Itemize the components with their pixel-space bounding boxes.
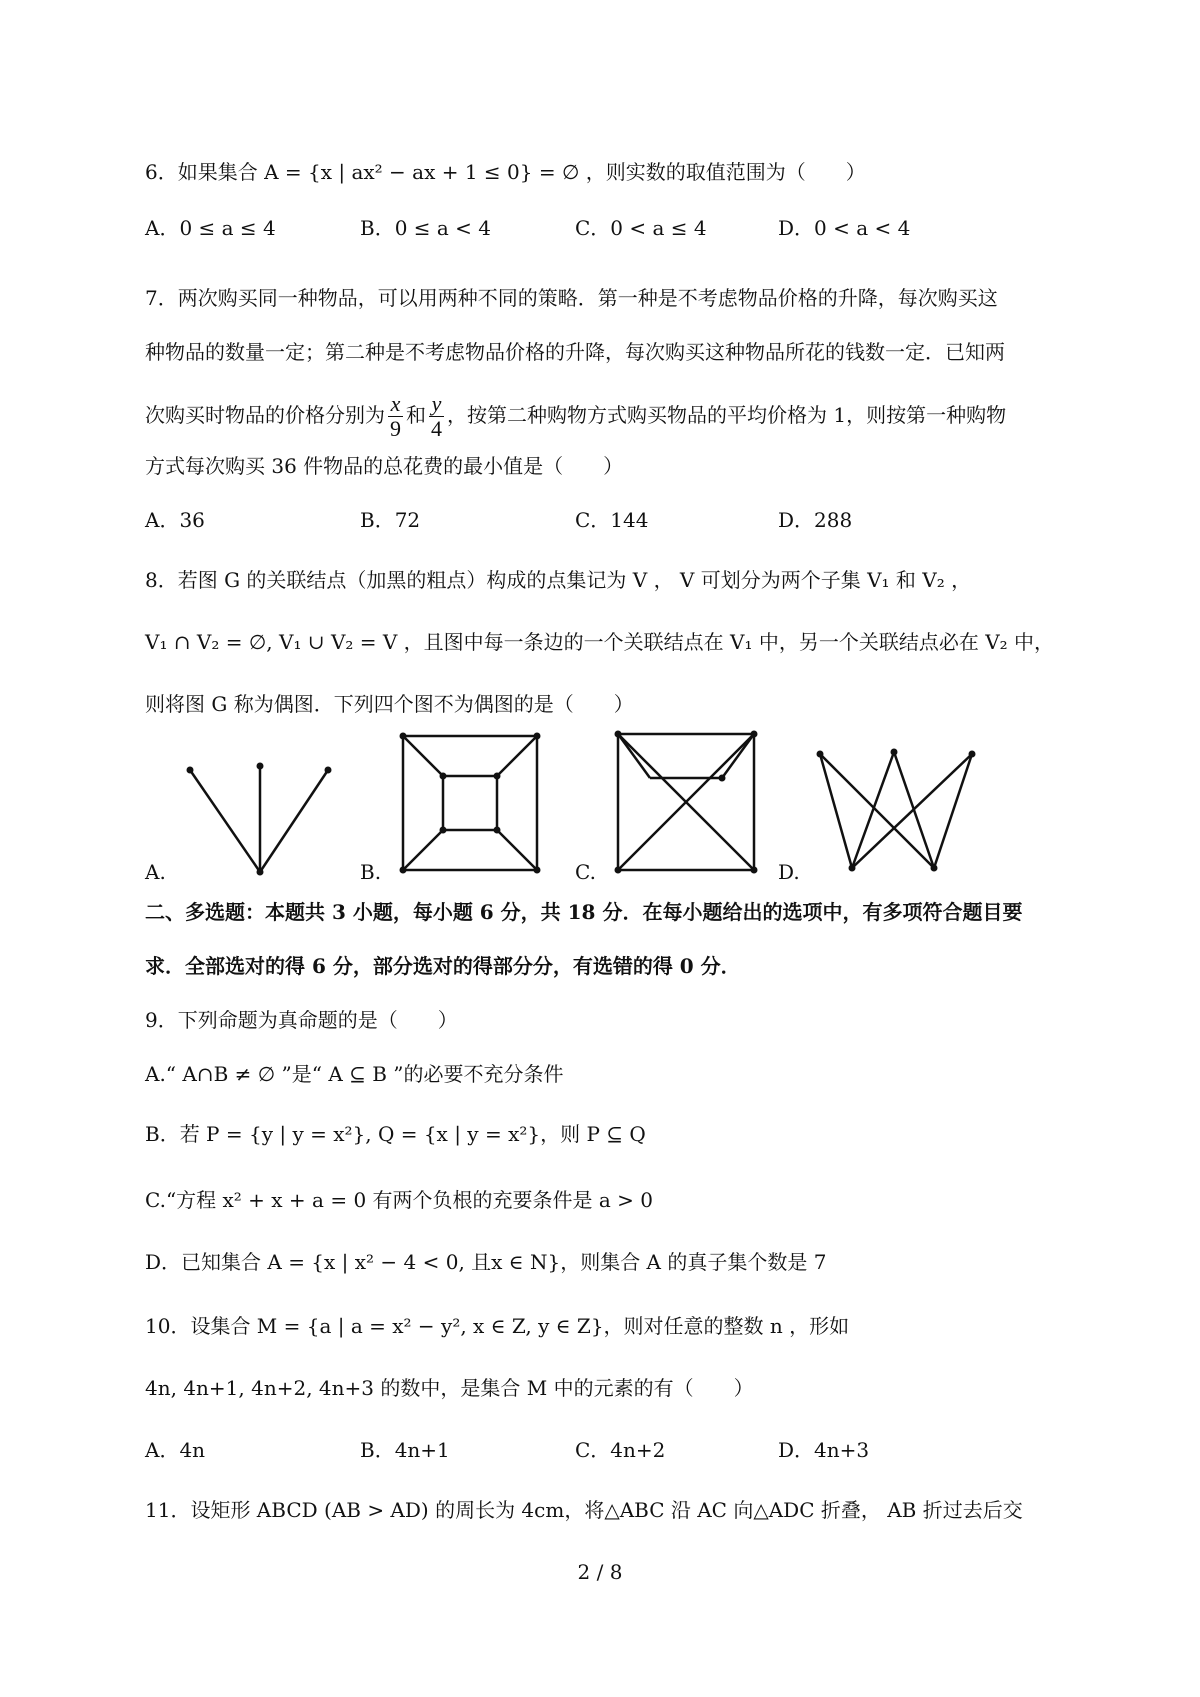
- fraction-denominator: 9: [390, 416, 401, 441]
- graph-b: [395, 728, 545, 878]
- q10-option-b: B．4n+1: [360, 1438, 450, 1462]
- q9-option-b: B．若 P = {y | y = x²}, Q = {x | y = x²}，则 P ⊆ Q: [145, 1122, 646, 1146]
- graph-a: [180, 758, 340, 878]
- q6-stem: 6．如果集合 A = {x | ax² − ax + 1 ≤ 0} = ∅ ，则实数的取值范围为（ ）: [145, 160, 866, 184]
- q10-option-d: D．4n+3: [778, 1438, 870, 1462]
- q7-line-3-b: 和: [406, 403, 426, 427]
- q8-line-1: 8．若图 G 的关联结点（加黑的粗点）构成的点集记为 V ， V 可划分为两个子集 V₁ 和 V₂ ，: [145, 568, 972, 592]
- fraction-x-over-9: [388, 392, 403, 441]
- section-2-heading-line-2: 求．全部选对的得 6 分，部分选对的得部分分，有选错的得 0 分．: [145, 954, 741, 978]
- q7-line-4: 方式每次购买 36 件物品的总花费的最小值是（ ）: [145, 454, 624, 478]
- q7-option-c: C．144: [575, 508, 649, 532]
- graph-d: [812, 744, 982, 878]
- q7-line-1: 7．两次购买同一种物品，可以用两种不同的策略．第一种是不考虑物品价格的升降，每次购买这: [145, 286, 998, 310]
- graph-label-b: B.: [360, 860, 382, 884]
- q9-option-d: D．已知集合 A = {x | x² − 4 < 0, 且x ∈ N}，则集合 A 的真子集个数是 7: [145, 1250, 827, 1274]
- q7-line-3: [145, 388, 1006, 442]
- q9-stem: 9．下列命题为真命题的是（ ）: [145, 1008, 458, 1032]
- q7-option-a: A．36: [145, 508, 205, 532]
- graph-label-c: C.: [575, 860, 596, 884]
- q7-line-3-c: ，按第二种购物方式购买物品的平均价格为 1，则按第一种购物: [447, 403, 1007, 427]
- fraction-numerator: y: [429, 392, 444, 417]
- q7-option-d: D．288: [778, 508, 853, 532]
- q6-option-c: C．0 < a ≤ 4: [575, 216, 707, 240]
- page-number: 2 / 8: [577, 1560, 623, 1584]
- q10-line-2: 4n, 4n+1, 4n+2, 4n+3 的数中，是集合 M 中的元素的有（ ）: [145, 1376, 754, 1400]
- q8-line-2: V₁ ∩ V₂ = ∅, V₁ ∪ V₂ = V ，且图中每一条边的一个关联结点在 V₁ 中，另一个关联结点必在 V₂ 中，: [145, 630, 1055, 654]
- q6-option-a: A．0 ≤ a ≤ 4: [145, 216, 276, 240]
- graph-label-d: D.: [778, 860, 800, 884]
- q10-line-1: 10．设集合 M = {a | a = x² − y², x ∈ Z, y ∈ Z}，则对任意的整数 n ，形如: [145, 1314, 850, 1338]
- q7-line-3-a: 次购买时物品的价格分别为: [145, 403, 385, 427]
- fraction-y-over-4: [429, 392, 444, 441]
- q10-option-a: A．4n: [145, 1438, 206, 1462]
- q8-line-3: 则将图 G 称为偶图．下列四个图不为偶图的是（ ）: [145, 692, 634, 716]
- q6-option-d: D．0 < a < 4: [778, 216, 911, 240]
- fraction-denominator: 4: [431, 416, 442, 441]
- section-2-heading-line-1: 二、多选题：本题共 3 小题，每小题 6 分，共 18 分．在每小题给出的选项中，有多项符合题目要: [145, 900, 1023, 924]
- q11-line-1: 11．设矩形 ABCD (AB > AD) 的周长为 4cm，将△ABC 沿 AC 向△ADC 折叠， AB 折过去后交: [145, 1498, 1023, 1522]
- q9-option-c: C.“方程 x² + x + a = 0 有两个负根的充要条件是 a > 0: [145, 1188, 654, 1212]
- q7-line-2: 种物品的数量一定；第二种是不考虑物品价格的升降，每次购买这种物品所花的钱数一定．已知两: [145, 340, 1005, 364]
- graph-label-a: A.: [145, 860, 166, 884]
- q6-option-b: B．0 ≤ a < 4: [360, 216, 492, 240]
- q7-option-b: B．72: [360, 508, 421, 532]
- q10-option-c: C．4n+2: [575, 1438, 666, 1462]
- fraction-numerator: x: [388, 392, 403, 417]
- graph-c: [610, 726, 762, 878]
- q9-option-a: A.“ A∩B ≠ ∅ ”是“ A ⊆ B ”的必要不充分条件: [145, 1062, 564, 1086]
